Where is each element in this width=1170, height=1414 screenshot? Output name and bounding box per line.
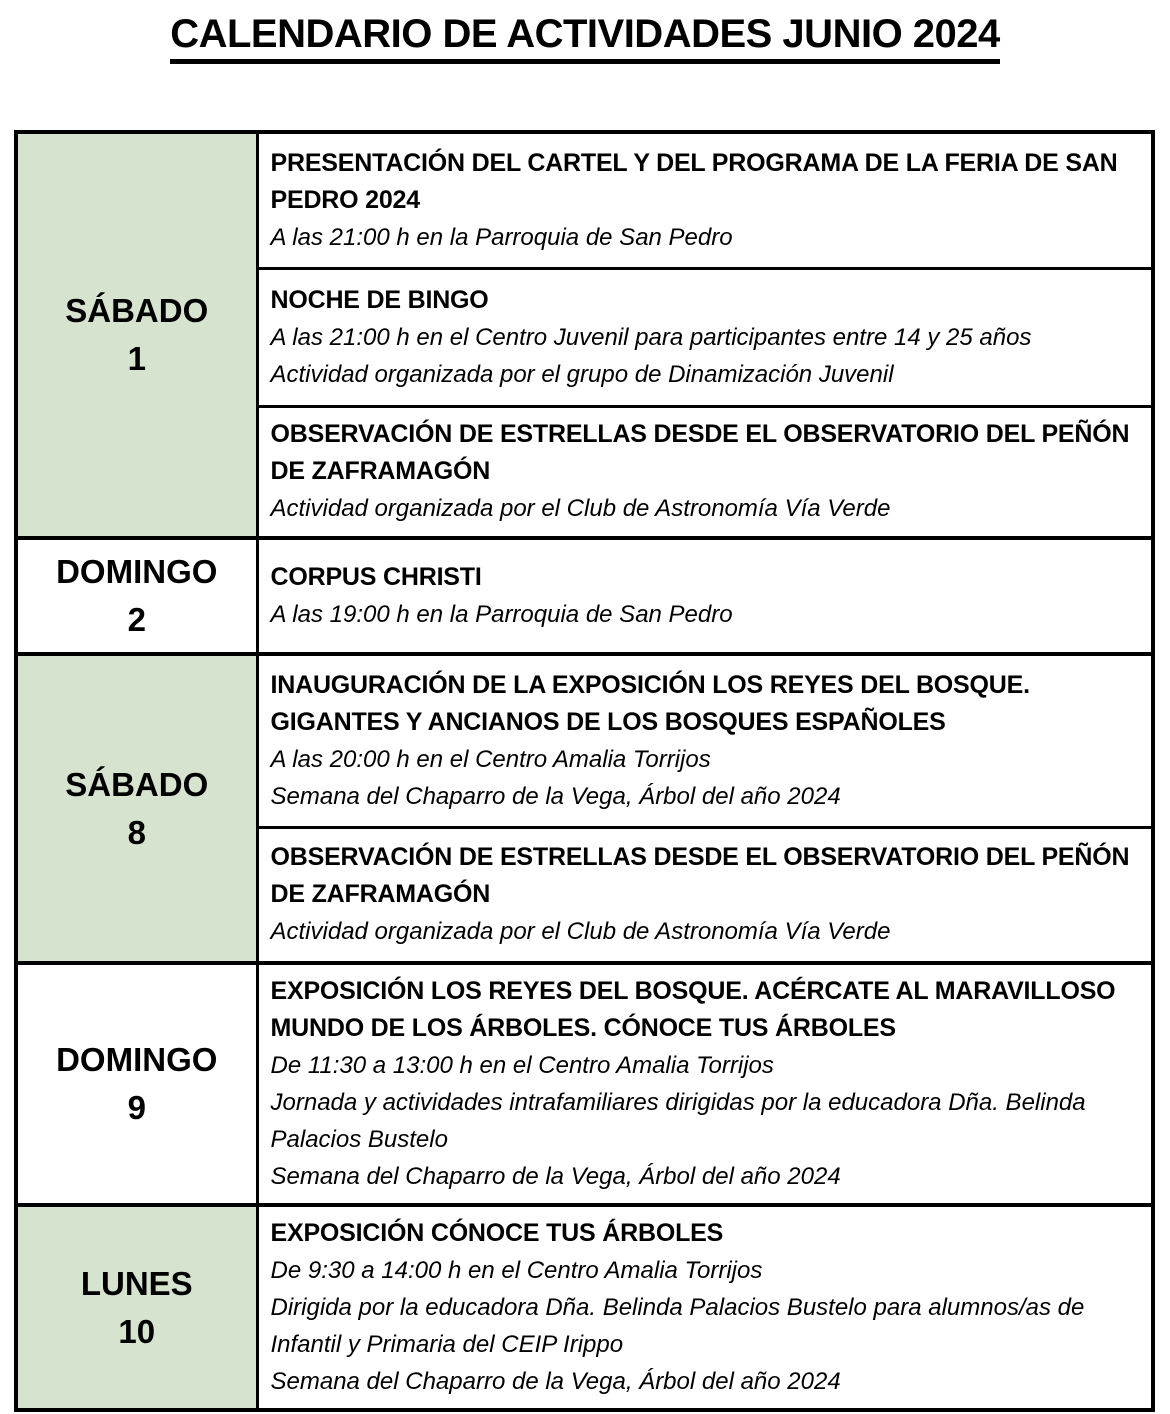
activity-title: EXPOSICIÓN LOS REYES DEL BOSQUE. ACÉRCATE AL MARAVILLOSO MUNDO DE LOS ÁRBOLES. CÓNOCE TUS ÁRBOLES [270, 977, 1116, 1042]
activity-detail: Semana del Chaparro de la Vega, Árbol del año 2024 [270, 1368, 841, 1395]
activity-detail: Dirigida por la educadora Dña. Belinda Palacios Bustelo para alumnos/as de Infantil y Primaria del CEIP Irippo [270, 1294, 1085, 1358]
day-cell-domingo-2 [16, 538, 257, 654]
activity-cell-exposicion-reyes-bosque [257, 963, 1153, 1205]
page-title: CALENDARIO DE ACTIVIDADES JUNIO 2024 [170, 12, 1000, 64]
activity-cell-corpus-christi [257, 538, 1153, 654]
activity-detail: Jornada y actividades intrafamiliares dirigidas por la educadora Dña. Belinda Palacios Bustelo [270, 1089, 1086, 1153]
activity-detail: Semana del Chaparro de la Vega, Árbol del año 2024 [270, 1163, 841, 1190]
activity-detail: Actividad organizada por el Club de Astronomía Vía Verde [270, 918, 891, 946]
day-number: 2 [127, 601, 146, 638]
activity-detail: A las 21:00 h en la Parroquia de San Pedro [270, 223, 733, 251]
activity-title: PRESENTACIÓN DEL CARTEL Y DEL PROGRAMA DE LA FERIA DE SAN PEDRO 2024 [270, 148, 1118, 214]
activity-detail: Semana del Chaparro de la Vega, Árbol del año 2024 [270, 782, 841, 810]
activity-cell-exposicion-conoce-arboles [257, 1205, 1153, 1410]
day-name: LUNES [80, 1264, 193, 1302]
day-number: 9 [127, 1089, 146, 1126]
calendar-table [14, 130, 1155, 1412]
day-name: DOMINGO [56, 553, 218, 590]
day-name: SÁBADO [65, 765, 209, 803]
activity-detail: A las 21:00 h en el Centro Juvenil para participantes entre 14 y 25 años [270, 323, 1032, 351]
activity-cell-noche-de-bingo [257, 268, 1153, 406]
day-number: 8 [127, 813, 146, 851]
day-cell-sabado-1 [16, 132, 257, 538]
activity-title: EXPOSICIÓN CÓNOCE TUS ÁRBOLES [270, 1219, 724, 1247]
day-name: DOMINGO [56, 1041, 218, 1078]
activity-cell-observacion-estrellas-2 [257, 827, 1153, 963]
activity-detail: De 9:30 a 14:00 h en el Centro Amalia Torrijos [270, 1257, 763, 1284]
title-bar [0, 12, 1170, 64]
activity-detail: A las 19:00 h en la Parroquia de San Pedro [270, 601, 733, 628]
activity-cell-inauguracion-exposicion [257, 654, 1153, 827]
activity-detail: A las 20:00 h en el Centro Amalia Torrijos [270, 745, 711, 773]
activity-title: CORPUS CHRISTI [270, 563, 482, 591]
activity-cell-presentacion-cartel [257, 132, 1153, 268]
day-name: SÁBADO [65, 292, 209, 329]
day-number: 1 [127, 340, 146, 377]
activity-detail: De 11:30 a 13:00 h en el Centro Amalia Torrijos [270, 1052, 774, 1079]
day-cell-domingo-9 [16, 963, 257, 1205]
activity-title: INAUGURACIÓN DE LA EXPOSICIÓN LOS REYES DEL BOSQUE. GIGANTES Y ANCIANOS DE LOS BOSQUES ESPAÑOLES [270, 670, 1030, 736]
activity-title: OBSERVACIÓN DE ESTRELLAS DESDE EL OBSERVATORIO DEL PEÑÓN DE ZAFRAMAGÓN [270, 420, 1130, 486]
day-cell-lunes-10 [16, 1205, 257, 1410]
activity-detail: Actividad organizada por el Club de Astronomía Vía Verde [270, 495, 891, 523]
activity-title: NOCHE DE BINGO [270, 285, 489, 314]
day-cell-sabado-8 [16, 654, 257, 963]
activity-title: OBSERVACIÓN DE ESTRELLAS DESDE EL OBSERVATORIO DEL PEÑÓN DE ZAFRAMAGÓN [270, 843, 1130, 909]
activity-cell-observacion-estrellas-1 [257, 406, 1153, 538]
activity-detail: Actividad organizada por el grupo de Dinamización Juvenil [270, 360, 894, 388]
day-number: 10 [118, 1312, 156, 1350]
